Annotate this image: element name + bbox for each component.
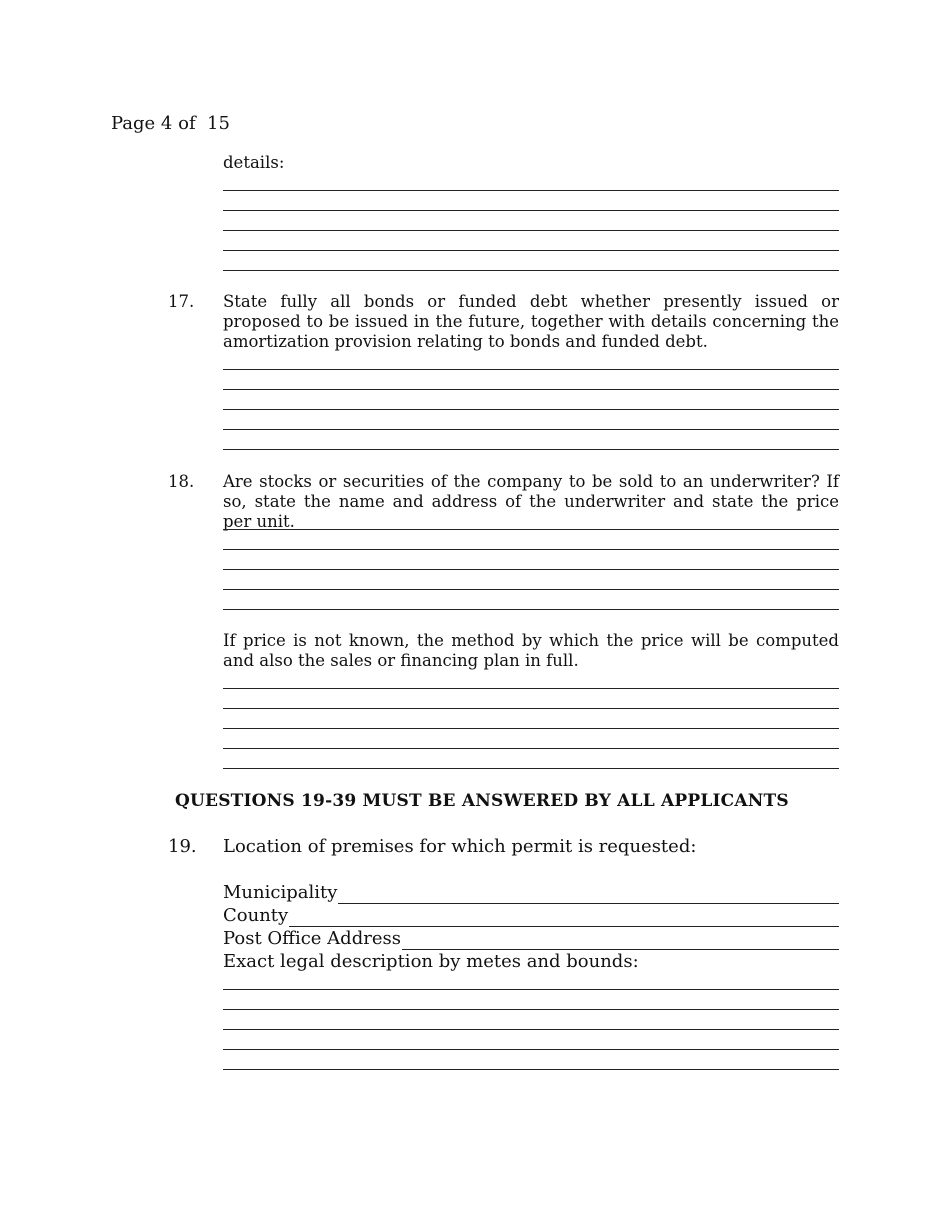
answer-line[interactable] — [223, 230, 839, 231]
legal-description-label: Exact legal description by metes and bounds: — [223, 951, 639, 972]
answer-line[interactable] — [223, 569, 839, 570]
county-label: County — [223, 905, 289, 926]
municipality-label: Municipality — [223, 882, 338, 903]
answer-line[interactable] — [223, 728, 839, 729]
post-office-address-label: Post Office Address — [223, 928, 401, 949]
answer-line[interactable] — [223, 768, 839, 769]
answer-line[interactable] — [223, 429, 839, 430]
answer-line[interactable] — [223, 589, 839, 590]
answer-line[interactable] — [223, 1049, 839, 1050]
county-input-line[interactable] — [289, 909, 839, 927]
question-text: Location of premises for which permit is requested: — [223, 836, 697, 857]
post-office-address-field — [223, 928, 839, 950]
answer-line[interactable] — [223, 449, 839, 450]
answer-line[interactable] — [223, 989, 839, 990]
question-number: 17. — [168, 292, 195, 311]
answer-line[interactable] — [223, 409, 839, 410]
answer-line[interactable] — [223, 1069, 839, 1070]
answer-line[interactable] — [223, 1029, 839, 1030]
question-text: Are stocks or securities of the company to be sold to an underwriter? If so, state the name and address of the underwriter and state the price per unit. — [223, 472, 839, 531]
answer-line[interactable] — [223, 389, 839, 390]
question-followup-text: If price is not known, the method by which the price will be computed and also the sales or financing plan in full. — [223, 631, 839, 670]
section-heading: QUESTIONS 19-39 MUST BE ANSWERED BY ALL APPLICANTS — [175, 791, 789, 811]
county-field — [223, 905, 839, 927]
page-number: Page 4 of 15 — [111, 113, 230, 134]
post-office-address-input-line[interactable] — [402, 932, 839, 950]
municipality-input-line[interactable] — [338, 886, 839, 904]
answer-line[interactable] — [223, 1009, 839, 1010]
answer-line[interactable] — [223, 609, 839, 610]
answer-line[interactable] — [223, 708, 839, 709]
answer-line[interactable] — [223, 250, 839, 251]
municipality-field — [223, 882, 839, 904]
question-number: 19. — [168, 836, 197, 857]
details-label: details: — [223, 153, 285, 172]
answer-line[interactable] — [223, 549, 839, 550]
answer-line[interactable] — [223, 529, 839, 530]
answer-line[interactable] — [223, 748, 839, 749]
answer-line[interactable] — [223, 270, 839, 271]
question-number: 18. — [168, 472, 195, 491]
answer-line[interactable] — [223, 688, 839, 689]
question-text: State fully all bonds or funded debt whether presently issued or proposed to be issued in the future, together with details concerning the amortization provision relating to bonds and funded debt. — [223, 292, 839, 351]
answer-line[interactable] — [223, 190, 839, 191]
answer-line[interactable] — [223, 369, 839, 370]
answer-line[interactable] — [223, 210, 839, 211]
